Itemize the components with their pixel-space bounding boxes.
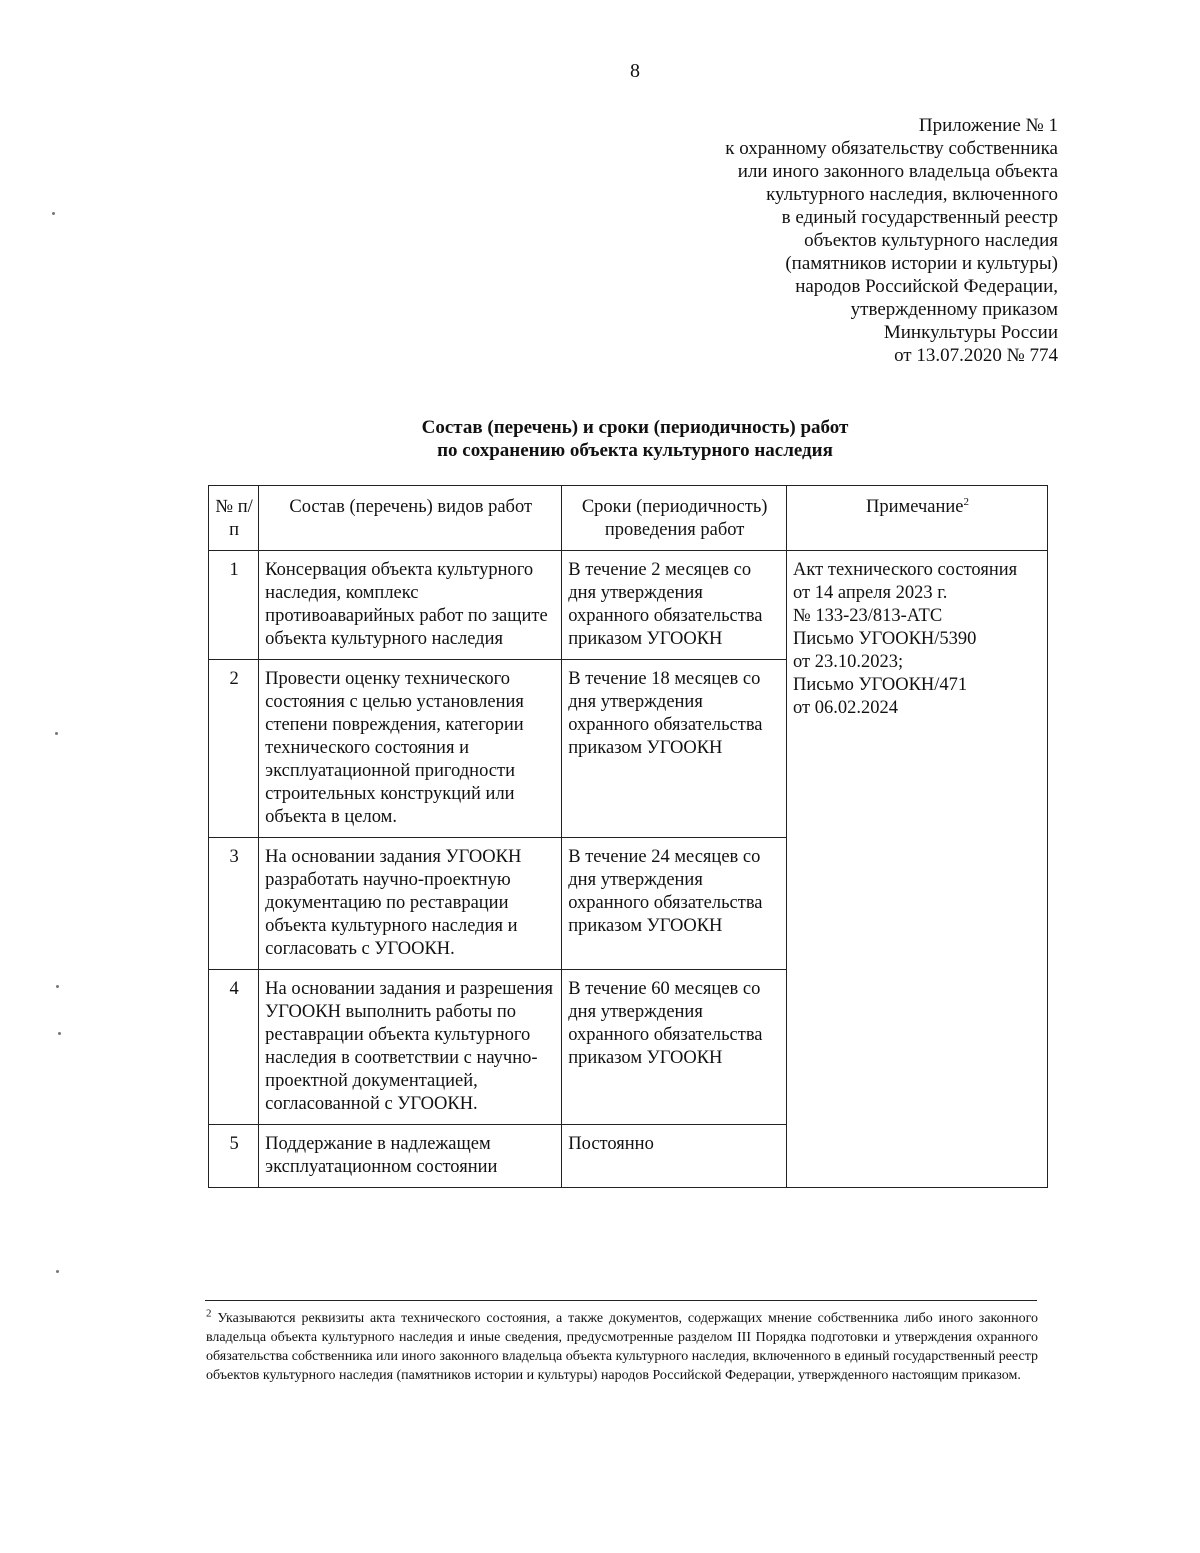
note-line: № 133-23/813-АТС (793, 606, 943, 626)
scan-speck (58, 1032, 61, 1035)
note-line: от 06.02.2024 (793, 698, 899, 718)
header-note-footnote-marker: 2 (963, 495, 970, 508)
note-line: Письмо УГООКН/5390 (793, 629, 977, 649)
document-title (300, 416, 970, 462)
row-work: На основании задания УГООКН разработать научно-проектную документацию по реставрации объекта культурного наследия и согласовать с УГООКН. (259, 838, 562, 970)
footnote-text: Указываются реквизиты акта технического состояния, а также документов, содержащих мнение собственника либо иного законного владельца объекта культурного наследия и иные сведения, предусмотренные разделом III Порядка подготовки и утверждения охранного обязательства собственника или иного законного владельца объекта культурного наследия, включенного в единый государственный реестр объектов культурного наследия (памятников истории и культуры) народов Российской Федерации, утвержденного настоящим приказом. (206, 1311, 1039, 1383)
row-term: В течение 24 месяцев со дня утверждения охранного обязательства приказом УГООКН (562, 838, 787, 970)
scan-speck (56, 1270, 59, 1273)
row-work: Консервация объекта культурного наследия, комплекс противоаварийных работ по защите объекта культурного наследия (259, 551, 562, 660)
footnote-divider (205, 1300, 1037, 1301)
appendix-line: (памятников истории и культуры) (785, 253, 1058, 274)
row-num: 5 (209, 1125, 259, 1188)
note-line: Акт технического состояния (793, 560, 1018, 580)
header-num: № п/п (209, 486, 259, 551)
appendix-line: или иного законного владельца объекта (737, 161, 1058, 182)
note-cell (787, 551, 1048, 1188)
appendix-line: культурного наследия, включенного (766, 184, 1058, 205)
header-work: Состав (перечень) видов работ (259, 486, 562, 551)
row-num: 3 (209, 838, 259, 970)
row-term: В течение 60 месяцев со дня утверждения охранного обязательства приказом УГООКН (562, 970, 787, 1125)
row-work: Поддержание в надлежащем эксплуатационном состоянии (259, 1125, 562, 1188)
note-line: от 23.10.2023; (793, 652, 904, 672)
appendix-line: объектов культурного наследия (804, 230, 1058, 251)
footnote-marker: 2 (206, 1307, 212, 1320)
row-term: В течение 18 месяцев со дня утверждения охранного обязательства приказом УГООКН (562, 660, 787, 838)
title-line-1: Состав (перечень) и сроки (периодичность) работ (421, 417, 849, 438)
header-note (787, 486, 1048, 551)
row-num: 1 (209, 551, 259, 660)
table-header-row (209, 486, 1048, 551)
scan-speck (56, 985, 59, 988)
appendix-line: утвержденному приказом (850, 299, 1058, 320)
page-number: 8 (630, 60, 640, 82)
footnote (206, 1309, 1038, 1385)
note-line: от 14 апреля 2023 г. (793, 583, 948, 603)
row-num: 2 (209, 660, 259, 838)
works-table (208, 485, 1048, 1188)
row-work: На основании задания и разрешения УГООКН выполнить работы по реставрации объекта культурного наследия в соответствии с научно-проектной документацией, согласованной с УГООКН. (259, 970, 562, 1125)
appendix-line: народов Российской Федерации, (795, 276, 1058, 297)
header-note-label: Примечание (866, 497, 964, 517)
table-row (209, 551, 1048, 660)
scan-speck (55, 732, 58, 735)
appendix-header (638, 114, 1058, 367)
row-work: Провести оценку технического состояния с целью установления степени повреждения, категории технического состояния и эксплуатационной пригодности строительных конструкций или объекта в целом. (259, 660, 562, 838)
appendix-line: Приложение № 1 (918, 115, 1058, 136)
appendix-line: в единый государственный реестр (781, 207, 1058, 228)
note-line: Письмо УГООКН/471 (793, 675, 968, 695)
header-term: Сроки (периодичность) проведения работ (562, 486, 787, 551)
appendix-line: от 13.07.2020 № 774 (894, 345, 1058, 366)
row-num: 4 (209, 970, 259, 1125)
row-term: В течение 2 месяцев со дня утверждения охранного обязательства приказом УГООКН (562, 551, 787, 660)
appendix-line: к охранному обязательству собственника (725, 138, 1058, 159)
title-line-2: по сохранению объекта культурного наследия (437, 440, 833, 461)
scan-speck (52, 212, 55, 215)
row-term: Постоянно (562, 1125, 787, 1188)
appendix-line: Минкультуры России (883, 322, 1058, 343)
